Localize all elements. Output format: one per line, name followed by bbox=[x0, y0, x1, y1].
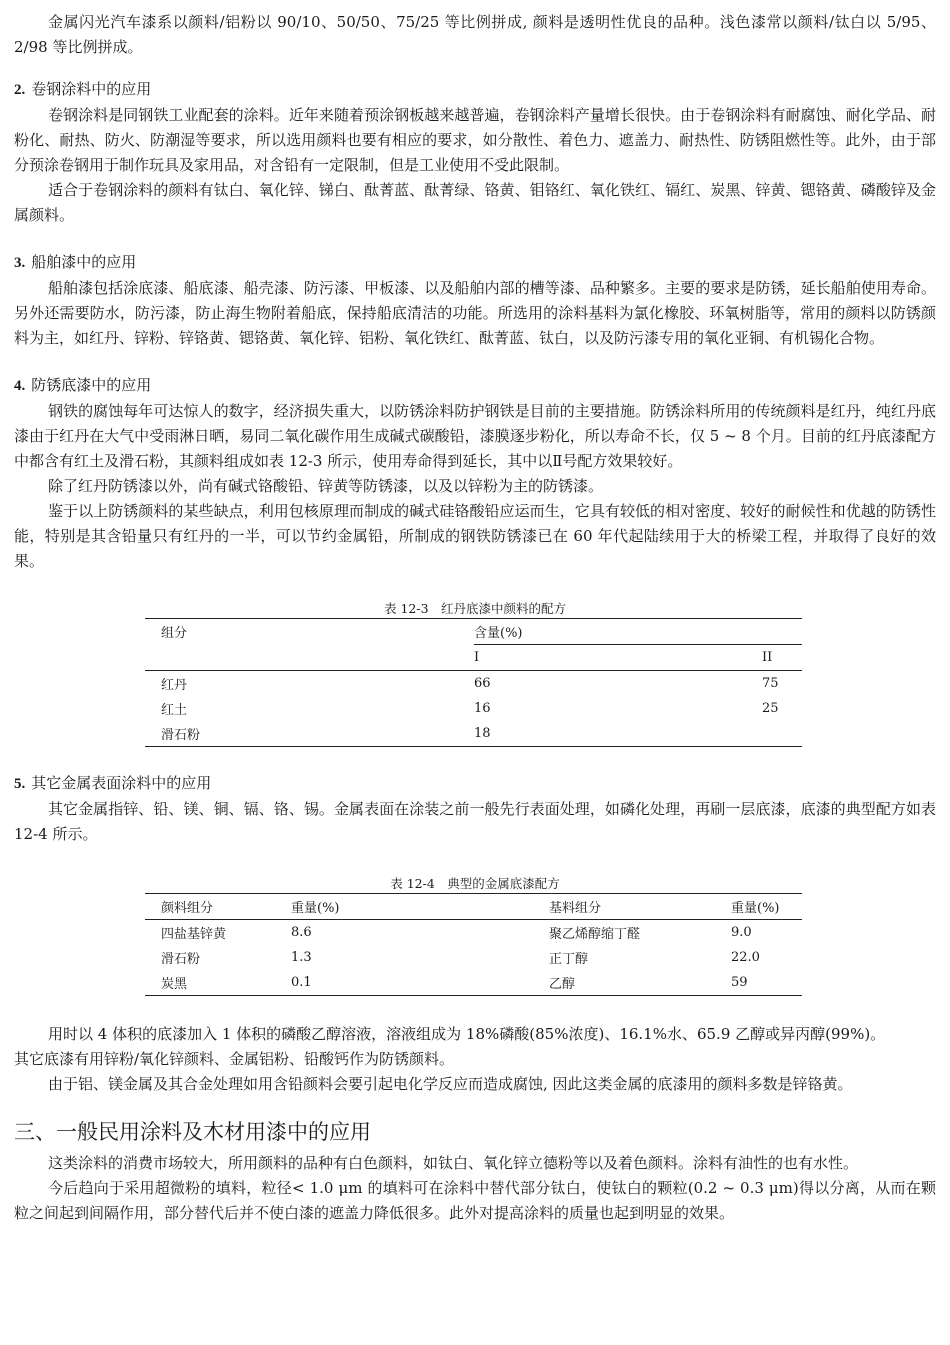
pigment-name: 炭黑 bbox=[161, 977, 188, 992]
header-pigment-weight: 重量(%) bbox=[291, 894, 549, 920]
header-binder-weight: 重量(%) bbox=[731, 894, 802, 920]
section-4-paragraph-3: 鉴于以上防锈颜料的某些缺点，利用包核原理而制成的碱式硅铬酸铅应运而生，它具有较低的相对密度、较好的耐候性和优越的防锈性能，特别是其含铅量只有红丹的一半，可以节约金属铅，所制成的钢铁防锈漆已在 60 年代起陆续用于大的桥梁工程，并取得了良好的效果。 bbox=[14, 502, 936, 570]
section-3-number: 3. bbox=[14, 255, 26, 271]
header-component: 组分 bbox=[161, 626, 188, 641]
section-2-paragraph-1: 卷钢涂料是同钢铁工业配套的涂料。近年来随着预涂钢板越来越普遍，卷钢涂料产量增长很快。由于卷钢涂料有耐腐蚀、耐化学品、耐粉化、耐热、防火、防潮湿等要求，所以选用颜料也要有相应的要求，如分散性、着色力、遮盖力、耐热性、防锈阻燃性等。此外，由于部分预涂卷钢用于制作玩具及家用品，对含铅有一定限制，但是工业使用不受此限制。 bbox=[14, 106, 936, 174]
pigment-name: 四盐基锌黄 bbox=[161, 927, 227, 942]
part-3-paragraph-2: 今后趋向于采用超微粉的填料，粒径< 1.0 μm 的填料可在涂料中替代部分钛白，使钛白的颗粒(0.2 ~ 0.3 μm)得以分离，从而在颗粒之间起到间隔作用，部分替代后并不使白漆的遮盖力降低很多。此外对提高涂料的质量也起到明显的效果。 bbox=[14, 1179, 936, 1222]
section-2-paragraph-2: 适合于卷钢涂料的颜料有钛白、氧化锌、锑白、酞菁蓝、酞菁绿、铬黄、钼铬红、氧化铁红、镉红、炭黑、锌黄、锶铬黄、磷酸锌及金属颜料。 bbox=[14, 181, 936, 224]
section-2-heading bbox=[14, 77, 936, 103]
part-3-heading: 三、一般民用涂料及木材用漆中的应用 bbox=[14, 1120, 371, 1144]
section-5-title: 其它金属表面涂料中的应用 bbox=[31, 774, 212, 792]
table-row bbox=[145, 619, 802, 645]
section-5-number: 5. bbox=[14, 776, 26, 792]
intro-paragraph: 金属闪光汽车漆系以颜料/铝粉以 90/10、50/50、75/25 等比例拼成, 颜料是透明性优良的品种。浅色漆常以颜料/钛白以 5/95、2/98 等比例拼成。 bbox=[14, 13, 936, 56]
header-sub-1: I bbox=[474, 645, 762, 671]
table-12-3 bbox=[145, 618, 802, 747]
section-4-paragraph-2: 除了红丹防锈漆以外，尚有碱式铬酸铅、锌黄等防锈漆，以及以锌粉为主的防锈漆。 bbox=[48, 477, 604, 495]
table-row bbox=[145, 671, 802, 697]
section-4-heading bbox=[14, 373, 936, 399]
table-row bbox=[145, 721, 802, 747]
table-row bbox=[145, 696, 802, 721]
pigment-weight: 8.6 bbox=[291, 925, 312, 940]
section-3-paragraph-1: 船舶漆包括涂底漆、船底漆、船壳漆、防污漆、甲板漆、以及船舶内部的槽等漆、品种繁多。主要的要求是防锈，延长船舶使用寿命。另外还需要防水，防污漆，防止海生物附着船底，保持船底清洁的功能。所选用的涂料基料为氯化橡胶、环氧树脂等，常用的颜料以防锈颜料为主，如红丹、锌粉、锌铬黄、锶铬黄、氧化锌、铝粉、氧化铁红、酞菁蓝、钛白，以及防污漆专用的氧化亚铜、有机锡化合物。 bbox=[14, 279, 936, 347]
header-pigment: 颜料组分 bbox=[145, 894, 291, 920]
document-page bbox=[14, 10, 936, 1226]
section-5-heading bbox=[14, 771, 936, 797]
binder-name: 正丁醇 bbox=[549, 952, 589, 967]
binder-name: 聚乙烯醇缩丁醛 bbox=[549, 927, 641, 942]
section-3-title: 船舶漆中的应用 bbox=[31, 253, 137, 271]
row-value-2 bbox=[762, 721, 802, 747]
row-value-1: 18 bbox=[474, 726, 491, 741]
section-4-paragraph-1: 钢铁的腐蚀每年可达惊人的数字，经济损失重大，以防锈涂料防护钢铁是目前的主要措施。防锈涂料所用的传统颜料是红丹，纯红丹底漆由于红丹在大气中受雨淋日晒，易同二氧化碳作用生成碱式碳酸铅，漆膜逐步粉化，所以寿命不长，仅 5 ~ 8 个月。目前的红丹底漆配方中都含有红土及滑石粉，其颜料组成如表 12-3 所示，使用寿命得到延长，其中以Ⅱ号配方效果较好。 bbox=[14, 402, 936, 470]
row-name: 红丹 bbox=[145, 671, 474, 697]
section-3-heading bbox=[14, 250, 936, 276]
pigment-weight: 0.1 bbox=[291, 975, 312, 990]
after-table-paragraph-3: 由于铝、镁金属及其合金处理如用含铅颜料会要引起电化学反应而造成腐蚀, 因此这类金属的底漆用的颜料多数是锌铬黄。 bbox=[48, 1075, 853, 1093]
section-2-title: 卷钢涂料中的应用 bbox=[31, 80, 152, 98]
after-table-paragraph-1: 用时以 4 体积的底漆加入 1 体积的磷酸乙醇溶液，溶液组成为 18%磷酸(85%浓度)、16.1%水、65.9 乙醇或异丙醇(99%)。 bbox=[48, 1025, 886, 1043]
table-12-3-caption: 表 12-3 红丹底漆中颜料的配方 bbox=[383, 601, 567, 616]
binder-weight: 9.0 bbox=[731, 925, 752, 940]
row-value-1: 16 bbox=[474, 701, 491, 716]
after-table-paragraph-2: 其它底漆有用锌粉/氧化锌颜料、金属铝粉、铅酸钙作为防锈颜料。 bbox=[14, 1050, 455, 1068]
table-12-4 bbox=[145, 893, 802, 996]
row-value-2: 25 bbox=[762, 701, 779, 716]
header-content: 含量(%) bbox=[474, 619, 802, 645]
row-name: 滑石粉 bbox=[161, 728, 201, 743]
pigment-name: 滑石粉 bbox=[161, 952, 201, 967]
row-value-1: 66 bbox=[474, 671, 762, 697]
row-name: 红土 bbox=[161, 703, 188, 718]
section-4-number: 4. bbox=[14, 378, 26, 394]
binder-weight: 22.0 bbox=[731, 950, 760, 965]
table-row bbox=[145, 970, 802, 996]
table-12-4-caption: 表 12-4 典型的金属底漆配方 bbox=[390, 876, 560, 891]
pigment-weight: 1.3 bbox=[291, 950, 312, 965]
binder-weight: 59 bbox=[731, 975, 748, 990]
part-3-paragraph-1: 这类涂料的消费市场较大，所用颜料的品种有白色颜料，如钛白、氧化锌立德粉等以及着色颜料。涂料有油性的也有水性。 bbox=[48, 1154, 859, 1172]
row-value-2: 75 bbox=[762, 671, 802, 697]
header-binder: 基料组分 bbox=[549, 894, 731, 920]
section-4-title: 防锈底漆中的应用 bbox=[31, 376, 152, 394]
table-row bbox=[145, 894, 802, 920]
table-row bbox=[145, 920, 802, 946]
table-row bbox=[145, 945, 802, 970]
header-sub-2: II bbox=[762, 645, 802, 671]
section-5-paragraph-1: 其它金属指锌、铅、镁、铜、镉、铬、锡。金属表面在涂装之前一般先行表面处理，如磷化处理，再刷一层底漆，底漆的典型配方如表 12-4 所示。 bbox=[14, 800, 936, 843]
binder-name: 乙醇 bbox=[549, 977, 576, 992]
section-2-number: 2. bbox=[14, 82, 26, 98]
